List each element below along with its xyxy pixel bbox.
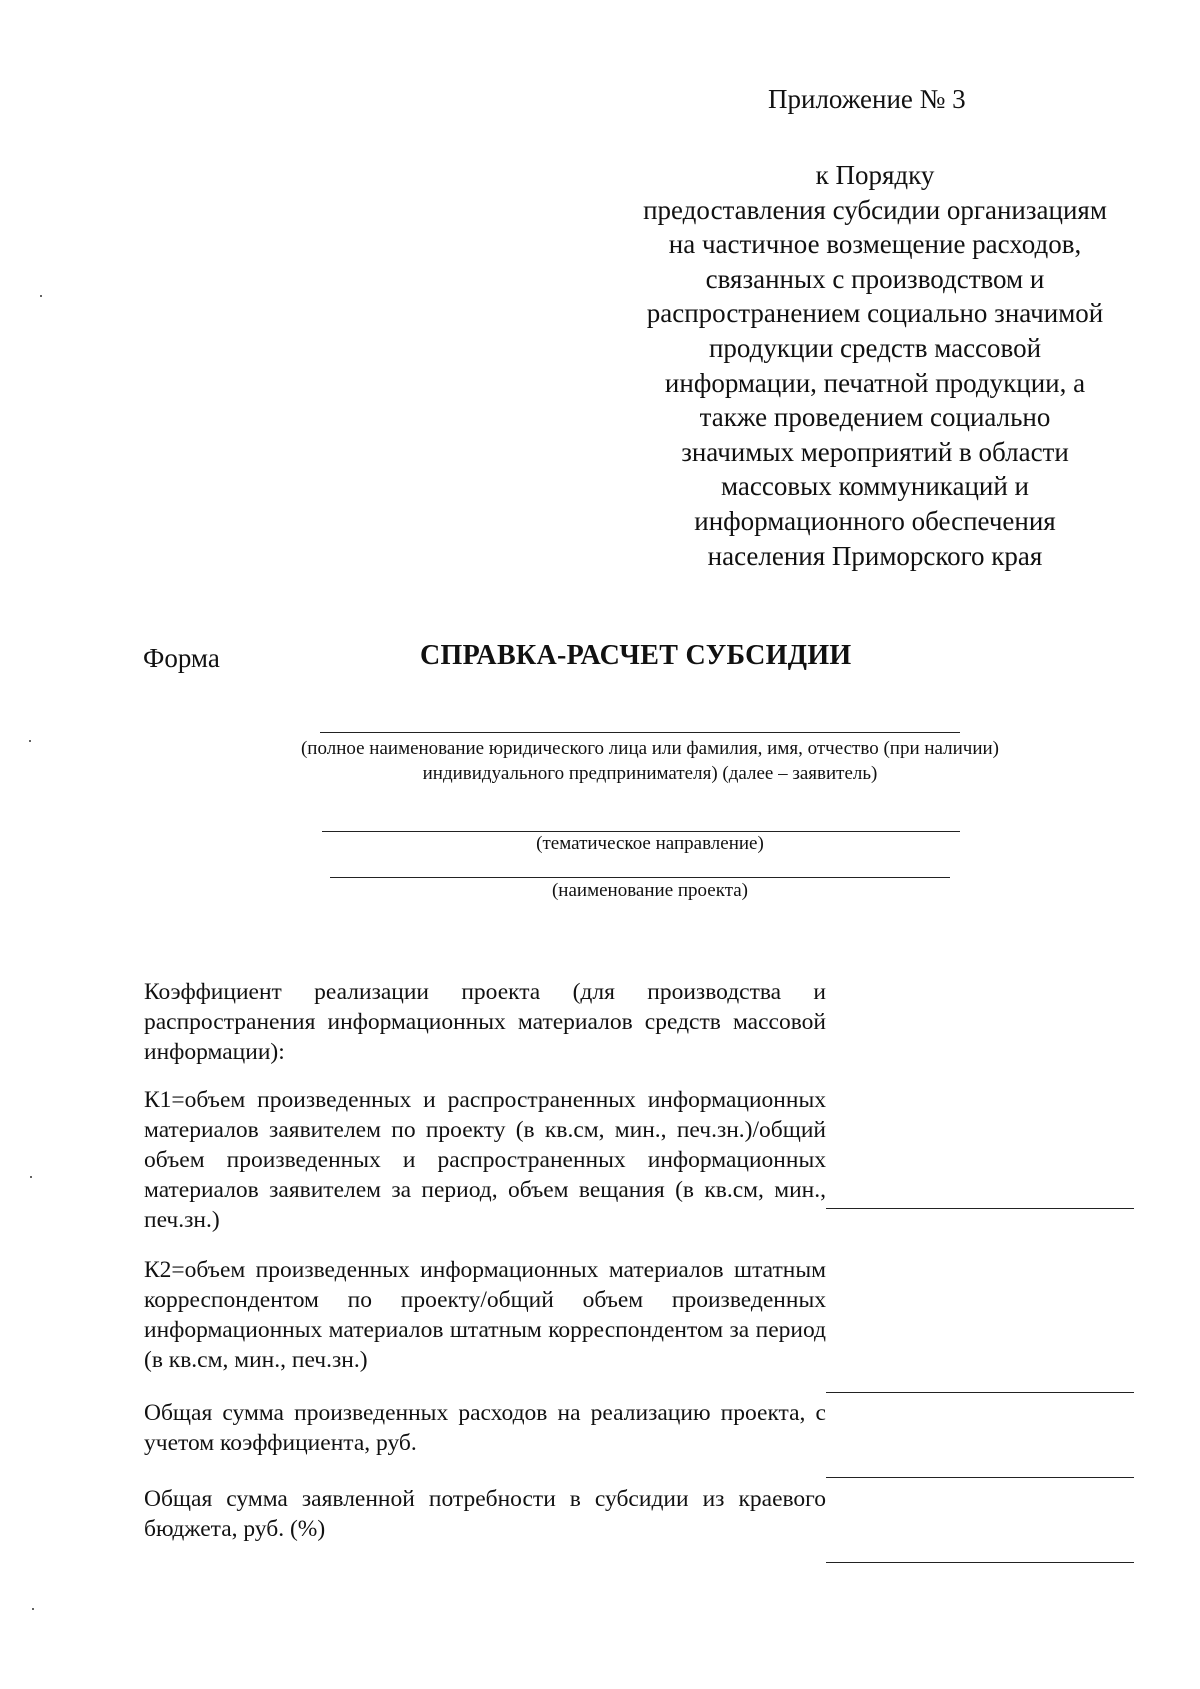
- order-reference-block: [600, 158, 1150, 573]
- applicant-caption-line2: индивидуального предпринимателя) (далее – заявитель): [422, 763, 878, 784]
- k2-value-line[interactable]: [826, 1392, 1134, 1393]
- order-line: распространением социально значимой: [646, 298, 1104, 329]
- order-line: населения Приморского края: [707, 540, 1043, 571]
- applicant-name-line[interactable]: [320, 732, 960, 733]
- order-line: значимых мероприятий в области: [681, 436, 1069, 467]
- k1-definition: К1=объем произведенных и распространенных информационных материалов заявителем по проекту (в кв.см, мин., печ.зн.)/общий объем произведенных и распространенных информационных материалов заявителем за период, объем вещания (в кв.см, мин., печ.зн.): [144, 1087, 826, 1233]
- total-expenses-value-line[interactable]: [826, 1477, 1134, 1478]
- k2-definition: К2=объем произведенных информационных материалов штатным корреспондентом по проекту/общий объем произведенных информационных материалов штатным корреспондентом за период (в кв.см, мин., печ.зн.): [144, 1257, 826, 1373]
- scan-speck: [40, 295, 42, 297]
- applicant-caption-line1: (полное наименование юридического лица или фамилия, имя, отчество (при наличии): [300, 738, 1000, 759]
- order-line: массовых коммуникаций и: [720, 471, 1030, 502]
- order-line: связанных с производством и: [705, 263, 1045, 294]
- total-need-label: Общая сумма заявленной потребности в субсидии из краевого бюджета, руб. (%): [144, 1486, 826, 1542]
- topic-caption: (тематическое направление): [536, 833, 764, 854]
- order-line: информации, печатной продукции, а: [664, 367, 1086, 398]
- coefficient-intro: Коэффициент реализации проекта (для производства и распространения информационных материалов средств массовой информации):: [144, 979, 826, 1065]
- order-line: к Порядку: [815, 160, 935, 190]
- scan-speck: [30, 1176, 32, 1178]
- scan-speck: [32, 1608, 34, 1610]
- appendix-title: Приложение № 3: [768, 84, 966, 114]
- project-name-line[interactable]: [330, 877, 950, 878]
- document-title: СПРАВКА-РАСЧЕТ СУБСИДИИ: [420, 640, 852, 671]
- total-need-value-line[interactable]: [826, 1562, 1134, 1563]
- form-label: Форма: [143, 643, 220, 673]
- order-line: предоставления субсидии организациям: [643, 194, 1107, 225]
- order-line: также проведением социально: [699, 402, 1051, 433]
- order-line: информационного обеспечения: [694, 505, 1056, 536]
- order-line: продукции средств массовой: [708, 332, 1042, 363]
- order-line: на частичное возмещение расходов,: [668, 229, 1082, 260]
- scan-speck: [29, 740, 31, 742]
- total-expenses-label: Общая сумма произведенных расходов на реализацию проекта, с учетом коэффициента, руб.: [144, 1400, 826, 1456]
- project-caption: (наименование проекта): [551, 880, 748, 901]
- k1-value-line[interactable]: [826, 1208, 1134, 1209]
